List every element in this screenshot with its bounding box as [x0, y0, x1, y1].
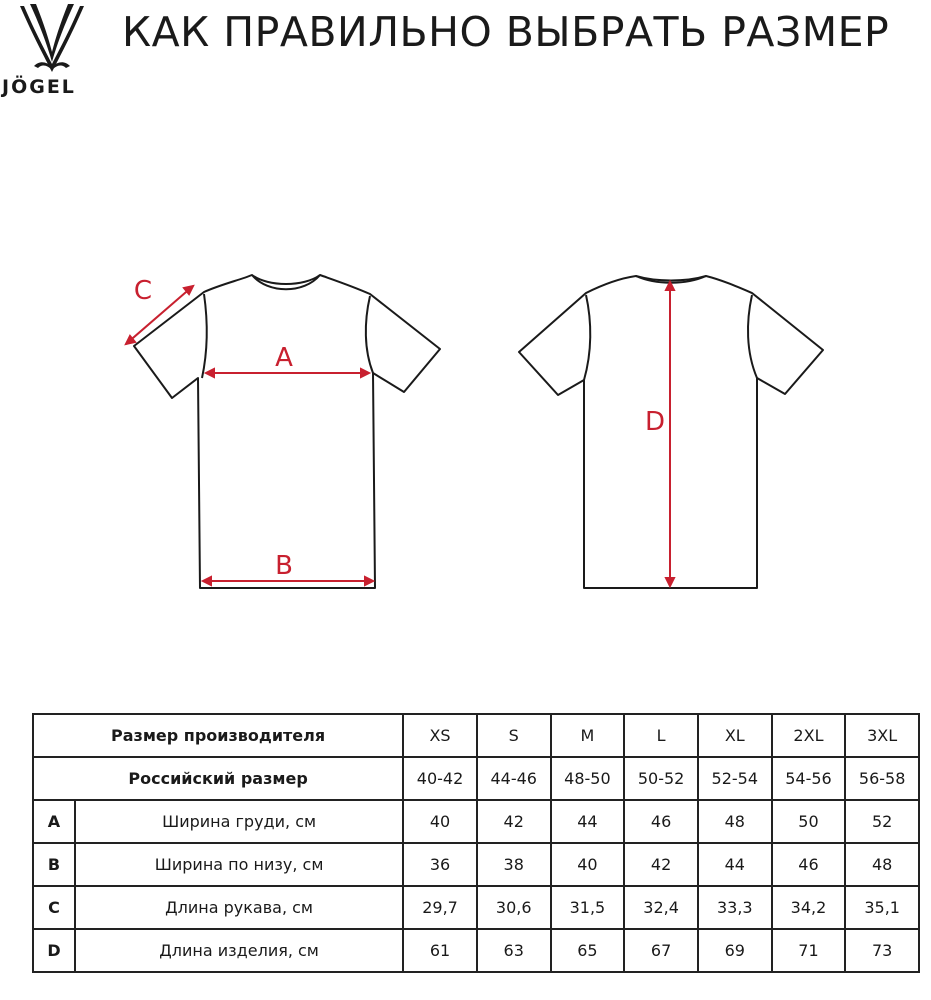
value-cell: 29,7 [403, 886, 477, 929]
value-cell: 38 [477, 843, 551, 886]
table-row-hem-width [33, 843, 919, 886]
size-cell: XL [698, 714, 772, 757]
row-label: Ширина груди, см [75, 800, 403, 843]
table-row-sleeve-length [33, 886, 919, 929]
value-cell: 42 [477, 800, 551, 843]
manufacturer-size-header: Размер производителя [33, 714, 403, 757]
value-cell: 32,4 [624, 886, 698, 929]
value-cell: 65 [551, 929, 625, 972]
label-b: B [275, 551, 293, 581]
value-cell: 69 [698, 929, 772, 972]
value-cell: 30,6 [477, 886, 551, 929]
size-cell: S [477, 714, 551, 757]
row-label: Длина изделия, см [75, 929, 403, 972]
russian-size-cell: 52-54 [698, 757, 772, 800]
value-cell: 35,1 [845, 886, 919, 929]
size-cell: XS [403, 714, 477, 757]
size-cell: 2XL [772, 714, 846, 757]
label-a: A [275, 343, 293, 373]
row-letter: A [33, 800, 75, 843]
measurement-arrows [126, 282, 674, 586]
table-row-russian-sizes [33, 757, 919, 800]
brand-name: JÖGEL [2, 76, 76, 98]
row-label: Ширина по низу, см [75, 843, 403, 886]
row-letter: D [33, 929, 75, 972]
label-d: D [644, 407, 666, 437]
table-row-garment-length [33, 929, 919, 972]
value-cell: 61 [403, 929, 477, 972]
value-cell: 44 [698, 843, 772, 886]
value-cell: 34,2 [772, 886, 846, 929]
row-letter: C [33, 886, 75, 929]
russian-size-cell: 56-58 [845, 757, 919, 800]
row-label: Длина рукава, см [75, 886, 403, 929]
value-cell: 33,3 [698, 886, 772, 929]
value-cell: 42 [624, 843, 698, 886]
table-row-manufacturer-sizes [33, 714, 919, 757]
tshirt-measurement-diagram [0, 240, 931, 600]
russian-size-cell: 40-42 [403, 757, 477, 800]
value-cell: 73 [845, 929, 919, 972]
value-cell: 36 [403, 843, 477, 886]
label-c: C [133, 276, 153, 306]
value-cell: 40 [551, 843, 625, 886]
value-cell: 71 [772, 929, 846, 972]
value-cell: 48 [698, 800, 772, 843]
value-cell: 44 [551, 800, 625, 843]
size-cell: L [624, 714, 698, 757]
value-cell: 46 [772, 843, 846, 886]
russian-size-cell: 50-52 [624, 757, 698, 800]
value-cell: 50 [772, 800, 846, 843]
russian-size-cell: 48-50 [551, 757, 625, 800]
value-cell: 31,5 [551, 886, 625, 929]
value-cell: 48 [845, 843, 919, 886]
value-cell: 52 [845, 800, 919, 843]
value-cell: 40 [403, 800, 477, 843]
row-letter: B [33, 843, 75, 886]
value-cell: 67 [624, 929, 698, 972]
size-cell: 3XL [845, 714, 919, 757]
russian-size-header: Российский размер [33, 757, 403, 800]
size-cell: M [551, 714, 625, 757]
page-title: КАК ПРАВИЛЬНО ВЫБРАТЬ РАЗМЕР [122, 8, 890, 56]
value-cell: 63 [477, 929, 551, 972]
size-chart-table [32, 713, 920, 973]
value-cell: 46 [624, 800, 698, 843]
russian-size-cell: 44-46 [477, 757, 551, 800]
russian-size-cell: 54-56 [772, 757, 846, 800]
table-row-chest-width [33, 800, 919, 843]
tshirt-front [134, 275, 440, 588]
